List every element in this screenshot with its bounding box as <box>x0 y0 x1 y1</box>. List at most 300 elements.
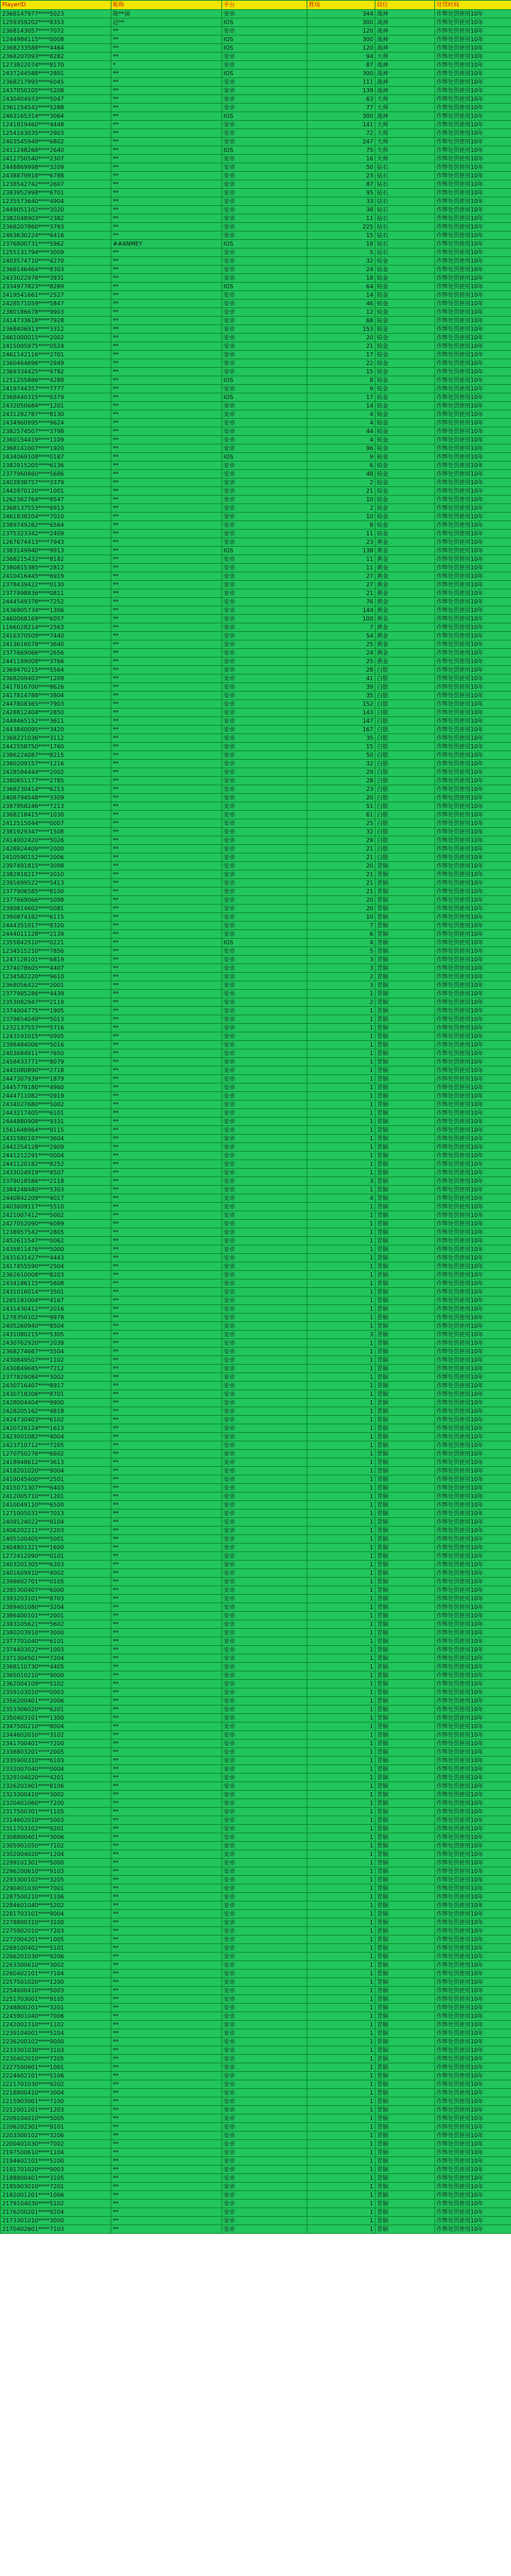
cell-nickname: ** <box>111 1850 222 1859</box>
cell-platform: 安卓 <box>222 1475 307 1484</box>
cell-wins: 32 <box>307 257 375 266</box>
cell-player-id: 2433024919****8507 <box>1 1169 111 1177</box>
table-row <box>1 1492 511 1501</box>
table-row <box>1 1169 511 1177</box>
cell-nickname: ** <box>111 734 222 743</box>
cell-rank: 白银 <box>375 845 435 853</box>
cell-platform: 安卓 <box>222 1791 307 1799</box>
cell-player-id: 2403938757****3379 <box>1 479 111 487</box>
cell-player-id: 2221701030****9202 <box>1 2080 111 2089</box>
cell-wins: 17 <box>307 393 375 402</box>
table-row <box>1 2123 511 2132</box>
cell-wins: 87 <box>307 180 375 189</box>
cell-penalty: 作弊处罚使用10年 <box>435 981 511 990</box>
cell-player-id: 2376800731****5962 <box>1 240 111 249</box>
cell-rank: 青铜 <box>375 1995 435 2004</box>
cell-platform: 安卓 <box>222 2021 307 2029</box>
cell-nickname: ** <box>111 726 222 734</box>
cell-wins: 1 <box>307 1884 375 1893</box>
table-row <box>1 1654 511 1663</box>
cell-penalty: 作弊处罚使用10年 <box>435 990 511 998</box>
cell-nickname: ** <box>111 888 222 896</box>
table-row <box>1 1032 511 1041</box>
cell-rank: 战神 <box>375 44 435 53</box>
cell-platform: 安卓 <box>222 1203 307 1211</box>
cell-nickname: ** <box>111 853 222 862</box>
cell-penalty: 作弊处罚使用10年 <box>435 922 511 930</box>
cell-player-id: 2442254128****2909 <box>1 1143 111 1152</box>
cell-platform: 安卓 <box>222 402 307 410</box>
cell-nickname: ** <box>111 2038 222 2046</box>
table-row <box>1 1740 511 1748</box>
cell-wins: 21 <box>307 888 375 896</box>
table-row <box>1 453 511 462</box>
cell-platform: 安卓 <box>222 828 307 836</box>
cell-player-id: 2353306020****6201 <box>1 1705 111 1714</box>
cell-platform: 安卓 <box>222 1271 307 1279</box>
cell-wins: 1 <box>307 1527 375 1535</box>
cell-rank: 铂金 <box>375 274 435 283</box>
table-row <box>1 1407 511 1416</box>
cell-player-id: 1255131794****3009 <box>1 249 111 257</box>
cell-player-id: 2296200610****9103 <box>1 1867 111 1876</box>
cell-wins: 1 <box>307 1245 375 1254</box>
cell-platform: 安卓 <box>222 1527 307 1535</box>
cell-nickname: ** <box>111 1458 222 1467</box>
cell-player-id: 1270750276****6602 <box>1 1450 111 1458</box>
table-row <box>1 1552 511 1561</box>
table-row <box>1 1484 511 1492</box>
cell-nickname: ** <box>111 1135 222 1143</box>
cell-penalty: 作弊处罚使用10年 <box>435 640 511 649</box>
cell-wins: 38 <box>307 206 375 214</box>
cell-nickname: ** <box>111 743 222 751</box>
cell-platform: 安卓 <box>222 760 307 768</box>
cell-platform: 安卓 <box>222 845 307 853</box>
cell-player-id: 2431631427****4443 <box>1 1254 111 1262</box>
cell-wins: 100 <box>307 615 375 623</box>
cell-penalty: 作弊处罚使用10年 <box>435 1654 511 1663</box>
cell-player-id: 2458433771****8079 <box>1 1058 111 1066</box>
cell-rank: 青铜 <box>375 1765 435 1774</box>
cell-player-id: 1251255886****4289 <box>1 376 111 385</box>
cell-platform: 安卓 <box>222 1825 307 1833</box>
cell-player-id: 2311703102****9201 <box>1 1825 111 1833</box>
cell-wins: 28 <box>307 777 375 785</box>
cell-rank: 黄金 <box>375 657 435 666</box>
cell-penalty: 作弊处罚使用10年 <box>435 2021 511 2029</box>
cell-nickname: ** <box>111 1245 222 1254</box>
cell-rank: 青铜 <box>375 1714 435 1723</box>
cell-wins: 1 <box>307 1288 375 1297</box>
cell-penalty: 作弊处罚使用10年 <box>435 896 511 905</box>
cell-rank: 青铜 <box>375 1075 435 1084</box>
table-row <box>1 1893 511 1901</box>
cell-platform: 安卓 <box>222 726 307 734</box>
cell-wins: 1 <box>307 1970 375 1978</box>
cell-player-id: 2200401030****7002 <box>1 2140 111 2149</box>
cell-penalty: 作弊处罚使用10年 <box>435 1510 511 1518</box>
cell-rank: 青铜 <box>375 1032 435 1041</box>
table-row <box>1 2055 511 2063</box>
cell-rank: 白银 <box>375 666 435 675</box>
cell-penalty: 作弊处罚使用10年 <box>435 10 511 18</box>
table-row <box>1 1288 511 1297</box>
cell-player-id: 2461000015****2002 <box>1 334 111 342</box>
cell-player-id: 2368209403****1209 <box>1 675 111 683</box>
cell-wins: 1 <box>307 1220 375 1228</box>
cell-penalty: 作弊处罚使用10年 <box>435 751 511 760</box>
cell-player-id: 2272004201****1005 <box>1 1936 111 1944</box>
cell-rank: 青铜 <box>375 1416 435 1424</box>
cell-penalty: 作弊处罚使用10年 <box>435 2174 511 2183</box>
cell-wins: 300 <box>307 70 375 78</box>
cell-penalty: 作弊处罚使用10年 <box>435 197 511 206</box>
table-row <box>1 1211 511 1220</box>
cell-platform: 安卓 <box>222 104 307 112</box>
cell-player-id: 2382574507****3798 <box>1 427 111 436</box>
cell-wins: 1 <box>307 1961 375 1970</box>
cell-nickname: ** <box>111 1731 222 1740</box>
cell-nickname: ** <box>111 1322 222 1331</box>
cell-player-id: 2377985286****4439 <box>1 990 111 998</box>
cell-rank: 青铜 <box>375 1382 435 1390</box>
cell-nickname: ** <box>111 760 222 768</box>
cell-player-id: 2410049110****6500 <box>1 1501 111 1510</box>
table-row <box>1 1194 511 1203</box>
cell-penalty: 作弊处罚使用10年 <box>435 1825 511 1833</box>
cell-nickname: ** <box>111 2132 222 2140</box>
cell-platform: IOS <box>222 112 307 121</box>
cell-rank: 铂金 <box>375 325 435 334</box>
cell-platform: 安卓 <box>222 581 307 589</box>
cell-penalty: 作弊处罚使用10年 <box>435 1254 511 1262</box>
cell-player-id: 2415005975****0524 <box>1 342 111 351</box>
cell-player-id: 2332007040****0004 <box>1 1765 111 1774</box>
table-row <box>1 939 511 947</box>
cell-player-id: 2430849685****7212 <box>1 1365 111 1373</box>
cell-rank: 铂金 <box>375 317 435 325</box>
cell-rank: 青铜 <box>375 1169 435 1177</box>
cell-penalty: 作弊处罚使用10年 <box>435 444 511 453</box>
cell-player-id: 1238542742****2607 <box>1 180 111 189</box>
cell-platform: 安卓 <box>222 794 307 802</box>
cell-nickname: ** <box>111 462 222 470</box>
cell-rank: 青铜 <box>375 1450 435 1458</box>
cell-penalty: 作弊处罚使用10年 <box>435 487 511 496</box>
cell-player-id: 2461838204****7010 <box>1 513 111 521</box>
cell-nickname: ** <box>111 172 222 180</box>
cell-player-id: 2320401060****7200 <box>1 1799 111 1808</box>
cell-penalty: 作弊处罚使用10年 <box>435 1876 511 1884</box>
cell-rank: 青铜 <box>375 2029 435 2038</box>
cell-platform: 安卓 <box>222 530 307 538</box>
cell-nickname: ** <box>111 163 222 172</box>
cell-penalty: 作弊处罚使用10年 <box>435 359 511 368</box>
cell-penalty: 作弊处罚使用10年 <box>435 214 511 223</box>
cell-rank: 青铜 <box>375 990 435 998</box>
cell-penalty: 作弊处罚使用10年 <box>435 1731 511 1740</box>
cell-player-id: 2428004404****9900 <box>1 1399 111 1407</box>
cell-rank: 青铜 <box>375 1331 435 1339</box>
cell-nickname: ** <box>111 2012 222 2021</box>
cell-player-id: 2382915205****6136 <box>1 462 111 470</box>
cell-rank: 青铜 <box>375 1544 435 1552</box>
cell-rank: 白银 <box>375 836 435 845</box>
table-row <box>1 2149 511 2157</box>
cell-rank: 青铜 <box>375 1297 435 1305</box>
cell-wins: 1 <box>307 1910 375 1919</box>
cell-rank: 战神 <box>375 61 435 70</box>
cell-penalty: 作弊处罚使用10年 <box>435 2029 511 2038</box>
table-row <box>1 44 511 53</box>
cell-player-id: 2359103010****0003 <box>1 1688 111 1697</box>
cell-rank: 青铜 <box>375 1578 435 1586</box>
cell-nickname: ** <box>111 1118 222 1126</box>
cell-player-id: 2347500210****8004 <box>1 1723 111 1731</box>
cell-platform: 安卓 <box>222 197 307 206</box>
cell-rank: 战神 <box>375 78 435 87</box>
cell-penalty: 作弊处罚使用10年 <box>435 743 511 751</box>
cell-penalty: 作弊处罚使用10年 <box>435 683 511 692</box>
cell-penalty: 作弊处罚使用10年 <box>435 1169 511 1177</box>
cell-wins: 9 <box>307 453 375 462</box>
cell-penalty: 作弊处罚使用10年 <box>435 1416 511 1424</box>
cell-nickname: ** <box>111 1578 222 1586</box>
cell-platform: 安卓 <box>222 1893 307 1901</box>
cell-rank: 青铜 <box>375 1842 435 1850</box>
cell-player-id: 2287500210****1106 <box>1 1893 111 1901</box>
cell-penalty: 作弊处罚使用10年 <box>435 1135 511 1143</box>
cell-platform: 安卓 <box>222 521 307 530</box>
cell-penalty: 作弊处罚使用10年 <box>435 1314 511 1322</box>
cell-nickname: ** <box>111 675 222 683</box>
cell-player-id: 2384248480****5303 <box>1 1186 111 1194</box>
cell-rank: 青铜 <box>375 1629 435 1637</box>
cell-penalty: 作弊处罚使用10年 <box>435 623 511 632</box>
cell-penalty: 作弊处罚使用10年 <box>435 632 511 640</box>
cell-rank: 青铜 <box>375 1365 435 1373</box>
table-row <box>1 1322 511 1331</box>
table-row <box>1 36 511 44</box>
cell-platform: 安卓 <box>222 862 307 871</box>
cell-player-id: 2257501020****1200 <box>1 1978 111 1987</box>
cell-nickname: ** <box>111 1569 222 1578</box>
table-row <box>1 964 511 973</box>
cell-penalty: 作弊处罚使用10年 <box>435 376 511 385</box>
table-row <box>1 470 511 479</box>
table-row <box>1 419 511 427</box>
cell-wins: 1 <box>307 1416 375 1424</box>
cell-player-id: 2405260940****8504 <box>1 1322 111 1331</box>
table-row <box>1 2021 511 2029</box>
cell-platform: IOS <box>222 18 307 27</box>
cell-wins: 1 <box>307 1919 375 1927</box>
cell-nickname: ** <box>111 1893 222 1901</box>
cell-wins: 1 <box>307 1297 375 1305</box>
cell-nickname: ** <box>111 1833 222 1842</box>
table-row <box>1 1314 511 1322</box>
cell-penalty: 作弊处罚使用10年 <box>435 1723 511 1731</box>
cell-penalty: 作弊处罚使用10年 <box>435 1867 511 1876</box>
table-row <box>1 1501 511 1510</box>
cell-wins: 1 <box>307 2012 375 2021</box>
cell-wins: 4 <box>307 436 375 444</box>
table-row <box>1 589 511 598</box>
cell-penalty: 作弊处罚使用10年 <box>435 2063 511 2072</box>
cell-player-id: 2355842510****0221 <box>1 939 111 947</box>
cell-wins: 1 <box>307 1765 375 1774</box>
cell-rank: 青铜 <box>375 1731 435 1740</box>
cell-platform: 安卓 <box>222 1603 307 1612</box>
cell-wins: 29 <box>307 836 375 845</box>
cell-platform: 安卓 <box>222 1041 307 1049</box>
cell-penalty: 作弊处罚使用10年 <box>435 87 511 95</box>
cell-nickname: ** <box>111 1041 222 1049</box>
cell-player-id: 2206202301****9101 <box>1 2123 111 2132</box>
cell-rank: 钻石 <box>375 206 435 214</box>
cell-penalty: 作弊处罚使用10年 <box>435 1322 511 1331</box>
cell-wins: 68 <box>307 317 375 325</box>
cell-rank: 铂金 <box>375 334 435 342</box>
cell-nickname: ** <box>111 1936 222 1944</box>
cell-rank: 青铜 <box>375 1884 435 1893</box>
cell-rank: 青铜 <box>375 1433 435 1441</box>
cell-rank: 黄金 <box>375 547 435 555</box>
cell-nickname: ** <box>111 657 222 666</box>
cell-platform: 安卓 <box>222 1978 307 1987</box>
cell-player-id: 2381929347****1508 <box>1 828 111 836</box>
cell-penalty: 作弊处罚使用10年 <box>435 1390 511 1399</box>
cell-rank: 青铜 <box>375 1919 435 1927</box>
cell-penalty: 作弊处罚使用10年 <box>435 317 511 325</box>
table-row <box>1 649 511 657</box>
cell-penalty: 作弊处罚使用10年 <box>435 1220 511 1228</box>
cell-wins: 1 <box>307 1680 375 1688</box>
cell-wins: 1 <box>307 1995 375 2004</box>
cell-rank: 青铜 <box>375 1203 435 1211</box>
cell-platform: 安卓 <box>222 2132 307 2140</box>
cell-penalty: 作弊处罚使用10年 <box>435 1970 511 1978</box>
cell-penalty: 作弊处罚使用10年 <box>435 368 511 376</box>
cell-player-id: 2431282787****8130 <box>1 410 111 419</box>
cell-player-id: 2434027680****5002 <box>1 1101 111 1109</box>
cell-wins: 3 <box>307 956 375 964</box>
table-row <box>1 1680 511 1688</box>
cell-platform: 安卓 <box>222 308 307 317</box>
cell-rank: 铂金 <box>375 521 435 530</box>
cell-player-id: 2442558750****1760 <box>1 743 111 751</box>
cell-nickname: ** <box>111 2063 222 2072</box>
cell-penalty: 作弊处罚使用10年 <box>435 1101 511 1109</box>
cell-rank: 青铜 <box>375 1757 435 1765</box>
cell-rank: 战神 <box>375 10 435 18</box>
cell-penalty: 作弊处罚使用10年 <box>435 1680 511 1688</box>
cell-nickname: ** <box>111 1501 222 1510</box>
cell-player-id: 2414733618****7928 <box>1 317 111 325</box>
cell-penalty: 作弊处罚使用10年 <box>435 1765 511 1774</box>
cell-wins: 1 <box>307 1808 375 1816</box>
cell-platform: 安卓 <box>222 2183 307 2191</box>
table-row <box>1 2140 511 2149</box>
cell-penalty: 作弊处罚使用10年 <box>435 189 511 197</box>
cell-platform: 安卓 <box>222 1782 307 1791</box>
cell-wins: 1 <box>307 1595 375 1603</box>
cell-player-id: 2194602101****5200 <box>1 2157 111 2166</box>
cell-wins: 1 <box>307 1492 375 1501</box>
cell-rank: 钻石 <box>375 180 435 189</box>
cell-rank: 铂金 <box>375 351 435 359</box>
cell-penalty: 作弊处罚使用10年 <box>435 1782 511 1791</box>
cell-rank: 青铜 <box>375 862 435 871</box>
cell-nickname: ** <box>111 104 222 112</box>
cell-player-id: 2419541661****2527 <box>1 291 111 300</box>
table-row <box>1 172 511 180</box>
cell-rank: 青铜 <box>375 1467 435 1475</box>
cell-rank: 青铜 <box>375 888 435 896</box>
cell-rank: 青铜 <box>375 2114 435 2123</box>
cell-wins: 1 <box>307 1084 375 1092</box>
cell-wins: 1 <box>307 2200 375 2208</box>
cell-platform: 安卓 <box>222 334 307 342</box>
cell-nickname: ** <box>111 811 222 819</box>
cell-penalty: 作弊处罚使用10年 <box>435 1919 511 1927</box>
cell-player-id: 2375323342****2409 <box>1 530 111 538</box>
cell-player-id: 2374004775****1905 <box>1 1007 111 1015</box>
cell-wins: 14 <box>307 291 375 300</box>
cell-wins: 1 <box>307 1135 375 1143</box>
cell-penalty: 作弊处罚使用10年 <box>435 675 511 683</box>
cell-nickname: ** <box>111 146 222 155</box>
cell-platform: 安卓 <box>222 1740 307 1748</box>
cell-player-id: 2431080215****5305 <box>1 1331 111 1339</box>
cell-penalty: 作弊处罚使用10年 <box>435 1637 511 1646</box>
cell-penalty: 作弊处罚使用10年 <box>435 180 511 189</box>
cell-rank: 黄金 <box>375 581 435 589</box>
cell-platform: 安卓 <box>222 2097 307 2106</box>
cell-rank: 铂金 <box>375 368 435 376</box>
cell-platform: 安卓 <box>222 615 307 623</box>
table-row <box>1 1748 511 1757</box>
cell-player-id: 2432050684****1201 <box>1 402 111 410</box>
cell-wins: 1 <box>307 1646 375 1654</box>
header-player-id: PlayerID <box>1 1 111 10</box>
cell-rank: 青铜 <box>375 1612 435 1620</box>
cell-nickname: ** <box>111 257 222 266</box>
cell-wins: 5 <box>307 249 375 257</box>
cell-wins: 63 <box>307 95 375 104</box>
cell-nickname: ** <box>111 555 222 564</box>
cell-wins: 1 <box>307 1092 375 1101</box>
cell-wins: 120 <box>307 27 375 36</box>
table-row <box>1 1569 511 1578</box>
cell-wins: 1 <box>307 1586 375 1595</box>
cell-rank: 白银 <box>375 743 435 751</box>
cell-platform: 安卓 <box>222 1654 307 1663</box>
cell-rank: 青铜 <box>375 1058 435 1066</box>
table-row <box>1 342 511 351</box>
cell-penalty: 作弊处罚使用10年 <box>435 1305 511 1314</box>
table-row <box>1 214 511 223</box>
cell-platform: 安卓 <box>222 1424 307 1433</box>
cell-penalty: 作弊处罚使用10年 <box>435 606 511 615</box>
cell-platform: 安卓 <box>222 819 307 828</box>
cell-wins: 1 <box>307 1544 375 1552</box>
cell-penalty: 作弊处罚使用10年 <box>435 1356 511 1365</box>
cell-nickname: ** <box>111 1160 222 1169</box>
table-row <box>1 1279 511 1288</box>
cell-nickname: ** <box>111 564 222 572</box>
